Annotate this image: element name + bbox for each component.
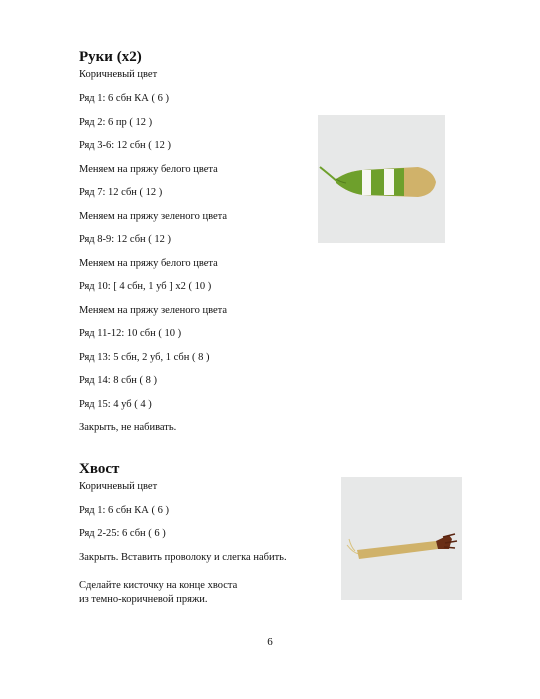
- crochet-tail-illustration: [341, 477, 462, 600]
- instruction-line: Меняем на пряжу белого цвета: [79, 164, 218, 175]
- instruction-line: Ряд 7: 12 сбн ( 12 ): [79, 187, 163, 198]
- section-title-tail: Хвост: [79, 461, 120, 477]
- section-subtitle-arms: Коричневый цвет: [79, 69, 158, 80]
- instruction-line: Ряд 2: 6 пр ( 12 ): [79, 117, 153, 128]
- section-subtitle-tail: Коричневый цвет: [79, 481, 158, 492]
- instruction-line: Ряд 10: [ 4 сбн, 1 уб ] х2 ( 10 ): [79, 281, 212, 292]
- instruction-line: Закрыть. Вставить проволоку и слегка набить.: [79, 552, 287, 563]
- instruction-line: Меняем на пряжу зеленого цвета: [79, 211, 228, 222]
- section-title-arms: Руки (х2): [79, 49, 142, 65]
- instruction-line: Ряд 1: 6 сбн КА ( 6 ): [79, 505, 169, 516]
- instruction-line: Сделайте кисточку на конце хвоста: [79, 580, 238, 591]
- instruction-line: Ряд 3-6: 12 сбн ( 12 ): [79, 140, 172, 151]
- crochet-tail-photo: [341, 477, 462, 600]
- instruction-line: Меняем на пряжу белого цвета: [79, 258, 218, 269]
- instruction-line: Закрыть, не набивать.: [79, 422, 177, 433]
- page-number: 6: [267, 636, 273, 648]
- instruction-line: Ряд 13: 5 сбн, 2 уб, 1 сбн ( 8 ): [79, 352, 210, 363]
- crochet-arm-illustration: [318, 115, 445, 243]
- instruction-line: Ряд 1: 6 сбн КА ( 6 ): [79, 93, 169, 104]
- instruction-line: Ряд 15: 4 уб ( 4 ): [79, 399, 152, 410]
- instruction-line: Ряд 2-25: 6 сбн ( 6 ): [79, 528, 166, 539]
- instruction-line: Меняем на пряжу зеленого цвета: [79, 305, 228, 316]
- crochet-arm-photo: [318, 115, 445, 243]
- instruction-line: Ряд 8-9: 12 сбн ( 12 ): [79, 234, 172, 245]
- instruction-line: из темно-коричневой пряжи.: [79, 594, 208, 605]
- instruction-line: Ряд 11-12: 10 сбн ( 10 ): [79, 328, 182, 339]
- instruction-line: Ряд 14: 8 сбн ( 8 ): [79, 375, 158, 386]
